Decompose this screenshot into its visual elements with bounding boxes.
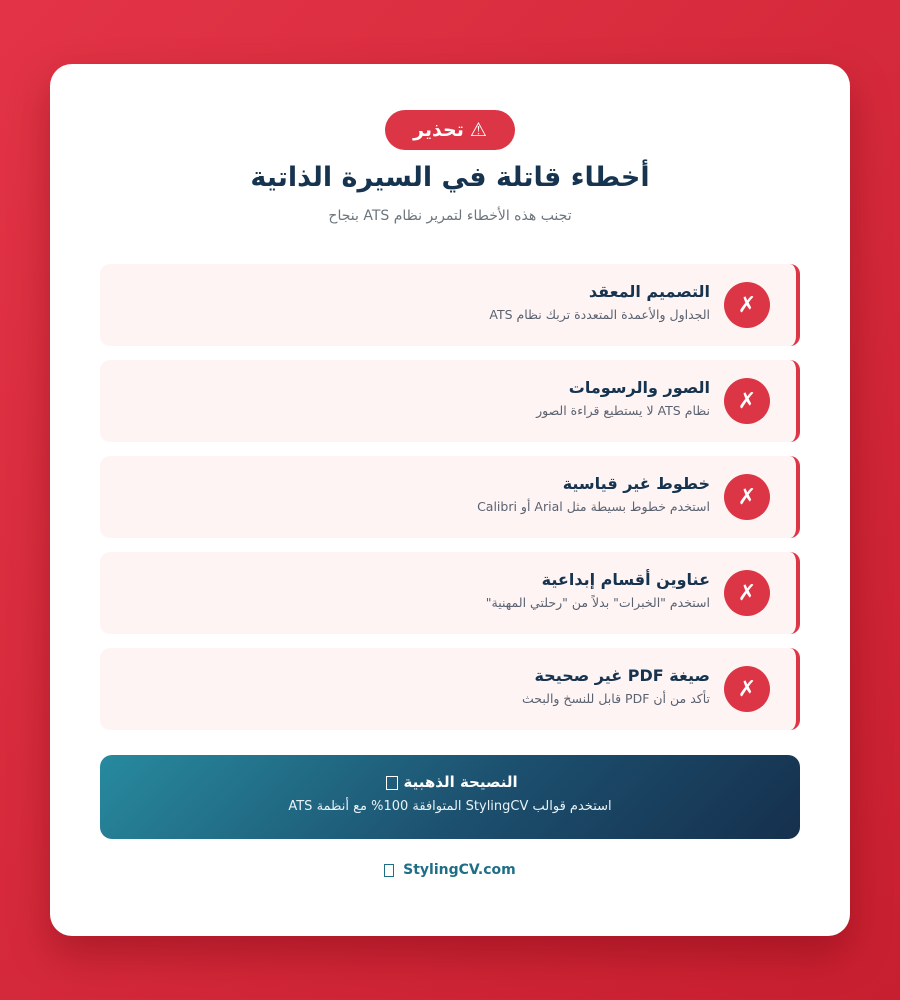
cross-icon: ✗ <box>724 474 770 520</box>
link-icon <box>384 864 394 877</box>
page-title: أخطاء قاتلة في السيرة الذاتية <box>250 162 650 193</box>
list-item <box>100 360 800 442</box>
cross-icon: ✗ <box>724 666 770 712</box>
item-description: استخدم "الخبرات" بدلاً من "رحلتي المهنية" <box>485 595 710 610</box>
item-description: تأكد من أن PDF قابل للنسخ والبحث <box>522 691 710 706</box>
warning-icon: ⚠ <box>469 119 487 141</box>
item-title: خطوط غير قياسية <box>562 474 710 493</box>
item-title: عناوين أقسام إبداعية <box>541 570 710 589</box>
cross-icon: ✗ <box>724 378 770 424</box>
item-description: الجداول والأعمدة المتعددة تربك نظام ATS <box>489 307 710 322</box>
item-description: نظام ATS لا يستطيع قراءة الصور <box>536 403 710 418</box>
list-item <box>100 552 800 634</box>
warning-card <box>50 64 850 936</box>
item-description: استخدم خطوط بسيطة مثل Arial أو Calibri <box>477 499 710 514</box>
cross-icon: ✗ <box>724 282 770 328</box>
page-subtitle: تجنب هذه الأخطاء لتمرير نظام ATS بنجاح <box>328 208 572 224</box>
warning-badge <box>385 110 515 150</box>
tip-description: استخدم قوالب StylingCV المتوافقة 100% مع أنظمة ATS <box>288 799 612 814</box>
bulb-icon <box>386 776 398 790</box>
footer-link: StylingCV.com <box>403 862 516 878</box>
item-title: الصور والرسومات <box>568 378 710 397</box>
item-title: صيغة PDF غير صحيحة <box>534 666 710 685</box>
tip-title: النصيحة الذهبية <box>403 773 518 791</box>
item-title: التصميم المعقد <box>588 282 710 301</box>
footer-brand <box>50 862 850 878</box>
golden-tip-banner <box>100 755 800 839</box>
cross-icon: ✗ <box>724 570 770 616</box>
list-item <box>100 264 800 346</box>
mistakes-list <box>100 264 800 744</box>
list-item <box>100 648 800 730</box>
list-item <box>100 456 800 538</box>
badge-label: تحذير <box>413 119 464 141</box>
